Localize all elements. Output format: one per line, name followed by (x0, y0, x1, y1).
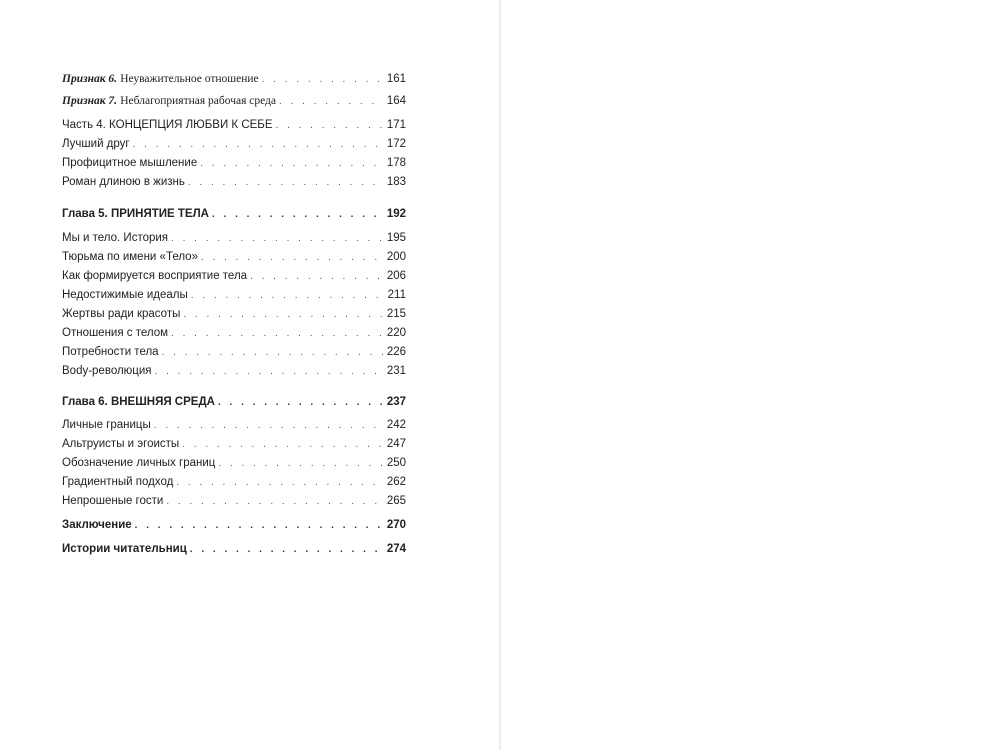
dot-leader (183, 306, 383, 324)
toc-entry-title (62, 92, 276, 110)
toc-row (62, 492, 406, 510)
toc-row (62, 229, 406, 247)
toc-chapter-row (62, 393, 406, 411)
toc-page-number: 195 (386, 232, 406, 244)
toc-row (62, 135, 406, 153)
toc-row (62, 454, 406, 472)
dot-leader (250, 268, 384, 286)
toc-entry-title: Как формируется восприятие тела (62, 270, 248, 282)
toc-page-number: 231 (386, 365, 406, 377)
dot-leader (166, 493, 383, 511)
toc-page-number: 274 (386, 543, 406, 555)
toc-entry-title: Часть 4. КОНЦЕПЦИЯ ЛЮБВИ К СЕБЕ (62, 119, 273, 131)
toc-page-number: 220 (386, 327, 406, 339)
dot-leader (190, 541, 384, 559)
dot-leader (212, 206, 384, 224)
dot-leader (135, 517, 384, 535)
toc-row (62, 116, 406, 134)
toc-entry-title: Глава 6. ВНЕШНЯЯ СРЕДА (62, 396, 215, 408)
dot-leader (279, 93, 384, 111)
dot-leader (200, 155, 384, 173)
toc-chapter-row (62, 516, 406, 534)
dot-leader (262, 71, 384, 89)
toc-entry-title: Обозначение личных границ (62, 457, 216, 469)
toc-page-number: 172 (386, 138, 406, 150)
toc-page-number: 242 (386, 419, 406, 431)
toc-entry-text: Неуважительное отношение (120, 73, 259, 85)
toc-entry-title: Потребности тела (62, 346, 159, 358)
toc-entry-title: Заключение (62, 519, 132, 531)
dot-leader (176, 474, 384, 492)
dot-leader (218, 394, 384, 412)
dot-leader (171, 230, 384, 248)
toc-page-number: 237 (386, 396, 406, 408)
toc-row (62, 248, 406, 266)
toc-page-number: 200 (386, 251, 406, 263)
toc-row (62, 473, 406, 491)
toc-row (62, 324, 406, 342)
toc-entry-title: Жертвы ради красоты (62, 308, 181, 320)
toc-page-number: 270 (386, 519, 406, 531)
toc-row (62, 154, 406, 172)
toc-row (62, 343, 406, 361)
toc-row (62, 267, 406, 285)
dot-leader (171, 325, 384, 343)
toc-entry-title: Профицитное мышление (62, 157, 198, 169)
dot-leader (276, 117, 384, 135)
toc-page-number: 161 (386, 73, 406, 85)
toc-entry-title: Тюрьма по имени «Тело» (62, 251, 198, 263)
toc-entry-title: Альтруисты и эгоисты (62, 438, 180, 450)
toc-page-number: 247 (386, 438, 406, 450)
toc-entry-prefix: Признак 6. (62, 73, 118, 85)
toc-chapter-row (62, 540, 406, 558)
left-page (0, 0, 499, 750)
toc-row (62, 435, 406, 453)
toc-row (62, 305, 406, 323)
dot-leader (162, 344, 384, 362)
toc-entry-title: Истории читательниц (62, 543, 187, 555)
toc-page-number: 215 (386, 308, 406, 320)
toc-row (62, 92, 406, 110)
dot-leader (133, 136, 384, 154)
toc-page-number: 265 (386, 495, 406, 507)
toc-entry-title: Лучший друг (62, 138, 130, 150)
toc-row (62, 70, 406, 88)
toc-page-number: 164 (386, 95, 406, 107)
toc-page-number: 206 (386, 270, 406, 282)
toc-entry-title: Мы и тело. История (62, 232, 169, 244)
toc-entry-title: Роман длиною в жизнь (62, 176, 185, 188)
toc-row (62, 286, 406, 304)
toc-entry-title: Личные границы (62, 419, 151, 431)
toc-entry-title: Отношения с телом (62, 327, 169, 339)
toc-row (62, 416, 406, 434)
dot-leader (218, 455, 383, 473)
toc-page-number: 171 (386, 119, 406, 131)
toc-page-number: 250 (386, 457, 406, 469)
toc-entry-title: Недостижимые идеалы (62, 289, 188, 301)
toc-page-number: 183 (386, 176, 406, 188)
toc-page-number: 226 (386, 346, 406, 358)
toc-page-number: 178 (386, 157, 406, 169)
dot-leader (182, 436, 384, 454)
dot-leader (191, 287, 385, 305)
dot-leader (201, 249, 384, 267)
toc-entry-text: Неблагоприятная рабочая среда (120, 95, 277, 107)
toc-row (62, 362, 406, 380)
toc-entry-prefix: Признак 7. (62, 95, 118, 107)
toc-page-number: 211 (387, 289, 406, 301)
toc-chapter-row (62, 205, 406, 223)
toc-page-number: 192 (386, 208, 406, 220)
dot-leader (154, 417, 384, 435)
toc-entry-title (62, 70, 259, 88)
right-page (501, 0, 1000, 750)
dot-leader (188, 174, 384, 192)
dot-leader (155, 363, 384, 381)
toc-entry-title: Body-революция (62, 365, 152, 377)
toc-row (62, 173, 406, 191)
toc-entry-title: Непрошеные гости (62, 495, 164, 507)
toc-page-number: 262 (386, 476, 406, 488)
toc-entry-title: Градиентный подход (62, 476, 174, 488)
toc-entry-title: Глава 5. ПРИНЯТИЕ ТЕЛА (62, 208, 209, 220)
